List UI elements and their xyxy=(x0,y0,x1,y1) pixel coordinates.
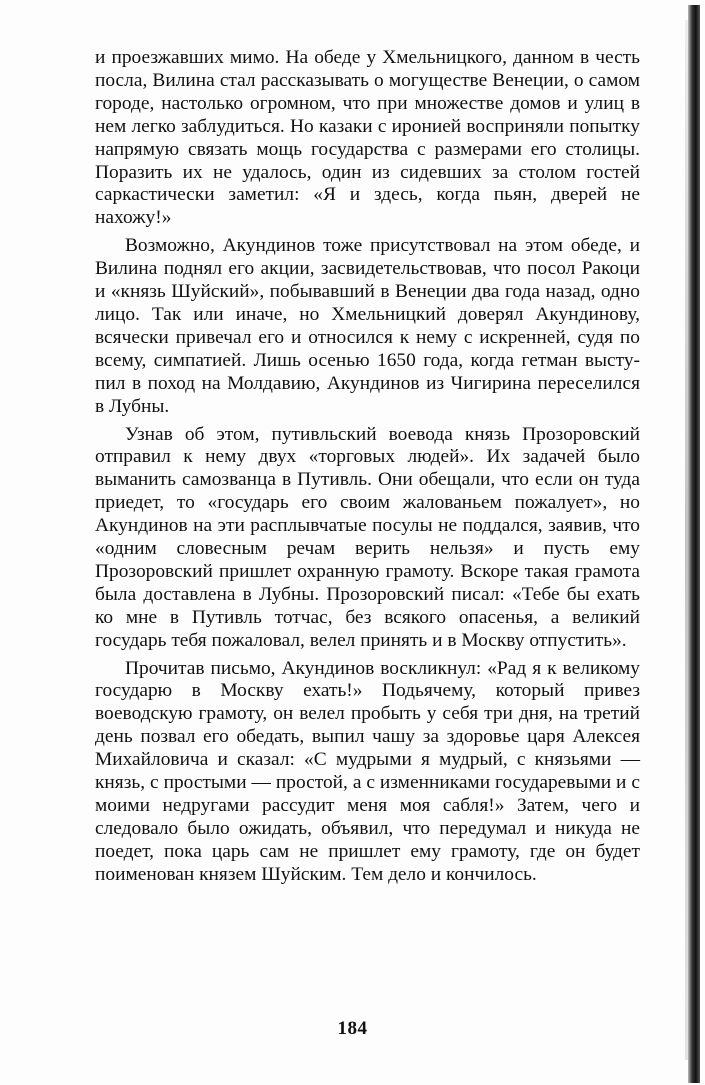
paragraph-2: Возможно, Акундинов тоже присутствовал на этом обеде, и Вилина поднял его акции, засвидетельствовав, что посол Ракоци и «князь Шуйский», побывавший в Венеции два года назад, одно лицо. Так или иначе, но Хмельницкий доверял Акундинову, всячески привечал его и относился к нему с искренней, судя по всему, симпатией. Лишь осенью 1650 года, когда гетман выступил в поход на Молдавию, Акундинов из Чигирина переселился в Лубны. xyxy=(95,235,640,417)
text-body xyxy=(95,47,640,887)
binding-edge-shadow xyxy=(688,5,700,1083)
paragraph-3: Узнав об этом, путивльский воевода князь Прозоровский отправил к нему двух «торговых людей». Их задачей было выманить самозванца в Путивль. Они обещали, что если он туда приедет, то «государь его своим жалованьем пожалует», но Акундинов на эти расплывчатые посулы не поддался, заявив, что «одним словесным речам верить нельзя» и пусть ему Прозоровский пришлет охранную грамоту. Вскоре такая грамота была доставлена в Лубны. Прозоровский писал: «Тебе бы ехать ко мне в Путивль тотчас, без всякого опасенья, а великий государь тебя пожаловал, велел принять и в Москву отпустить». xyxy=(95,423,640,651)
paragraph-1: и проезжавших мимо. На обеде у Хмельницкого, данном в честь посла, Вилина стал рассказывать о могуществе Венеции, о самом городе, настолько огромном, что при множестве домов и улиц в нем легко заблудиться. Но казаки с иронией восприняли попытку напрямую связать мощь государства с размерами его столицы. Поразить их не удалось, один из сидевших за столом гостей саркастически заметил: «Я и здесь, когда пьян, дверей не нахожу!» xyxy=(95,47,640,229)
paragraph-4: Прочитав письмо, Акундинов воскликнул: «Рад я к великому государю в Москву ехать!» Подьячему, который привез воеводскую грамоту, он велел пробыть у себя три дня, на третий день позвал его обедать, выпил чашу за здоровье царя Алексея Михайловича и сказал: «С мудрыми я мудрый, с князьями — князь, с простыми — простой, а с изменниками государевыми и с моими недругами рассудит меня моя сабля!» Затем, чего и следовало было ожидать, объявил, что передумал и никуда не поедет, пока царь сам не пришлет ему грамоту, где он будет поименован князем Шуйским. Тем дело и кончилось. xyxy=(95,657,640,885)
page-number: 184 xyxy=(337,1018,368,1039)
